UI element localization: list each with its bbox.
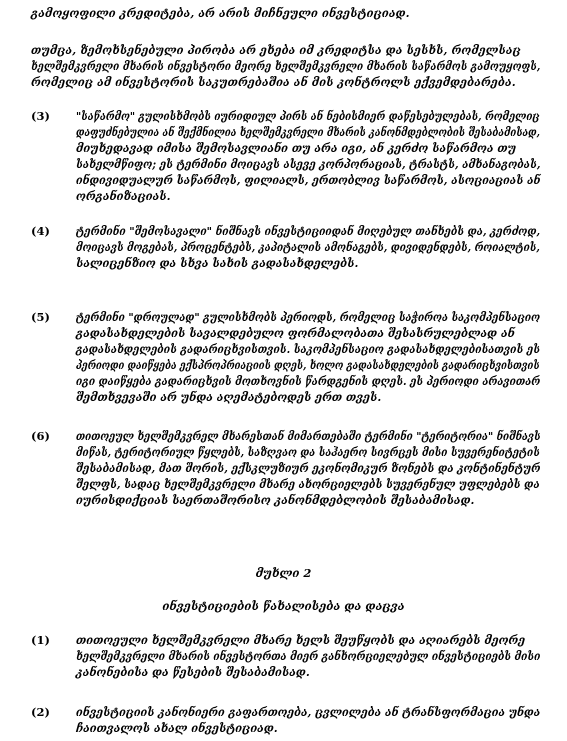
intro-first-line: გამოყოფილი კრედიტება, არ არის მიჩნეული ინვესტიციად.	[31, 6, 410, 20]
item-number: (5)	[31, 310, 50, 324]
item-number: (6)	[31, 429, 50, 443]
item-text-line: ორგანიზაციას.	[76, 189, 171, 203]
item-text-line: იურისდიქციას საერთაშორისო კანონმდებლობის შესაბამისად.	[76, 493, 475, 507]
intro-paragraph-line: ხელშემკვრელი მხარის ინვესტორი მეორე ხელშემკვრელი მხარის საწარმოს გამოუყოფს,	[31, 59, 541, 73]
item-text-line: თითოეული ხელშემკვრელი მხარე ხელს შეუწყობს და აღიარებს მეორე	[76, 633, 526, 647]
article-subheading: ინვესტიციების წახალისება და დაცვა	[162, 599, 405, 613]
item-text-line: იგი დაიწყება გადარიცხვის მოთხოვნის წარდგენის დღეს. ეს პერიოდი არავითარ	[76, 374, 541, 388]
item-text-line: სალიცენზიო და სხვა სახის გადასახდელებს.	[76, 256, 359, 270]
item-text-line: ტერმინი "დროულად" გულისხმობს პერიოდს, რომელიც საჭიროა საკომპენსაციო	[76, 310, 541, 324]
item-text-line: პერიოდი დაიწყება ექსპროპრიაციის დღეს, ხოლო გადასახდელების გადარიცხვისთვის	[76, 358, 540, 372]
intro-paragraph-line: თუმცა, ზემოხსენებული პირობა არ ეხება იმ კრედიტსა და სესხს, რომელსაც	[31, 43, 521, 57]
article-heading: მუხლი 2	[255, 566, 312, 580]
item-text-line: დაფუძნებულია ან შექმნილია ხელშემკვრელი მხარის კანონმდებლობის შესაბამისად,	[76, 125, 540, 139]
item-number: (3)	[31, 109, 50, 123]
item-text-line: "საწარმო" გულისხმობს იურიდიულ პირს ან ნებისმიერ დაწესებულებას, რომელიც	[76, 109, 540, 123]
item-text-line: ხელშემკვრელი მხარის ინვესტორთა მიერ განხორციელებულ ინვესტიციებს მისი	[76, 649, 541, 663]
intro-paragraph-line: რომელიც ამ ინვესტორის საკუთრებაშია ან მის კონტროლს ექვემდებარება.	[31, 75, 516, 89]
item-text-line: ინვესტიციის კანონიერი გაფართოება, ცვლილება ან ტრანსფორმაცია უნდა	[76, 705, 541, 719]
item-text-line: შელფს, სადაც ხელშემკვრელი მხარე ახორციელებს სუვერენულ უფლებებს და	[76, 477, 540, 491]
item-text-line: გადასახდელების სავალდებულო ფორმალობათა შესასრულებლად ან	[76, 326, 515, 340]
item-text-line: ჩაითვალოს ახალ ინვესტიციად.	[76, 721, 278, 735]
item-text-line: თითოეულ ხელშემკვრელ მხარესთან მიმართებაში ტერმინი "ტერიტორია" ნიშნავს	[76, 429, 541, 443]
item-text-line: მიუხედავად იმისა შემოსავლიანი თუ არა იგი, ან კერძო საწარმოა თუ	[76, 141, 517, 155]
item-number: (2)	[31, 705, 50, 719]
item-number: (4)	[31, 224, 50, 238]
item-text-line: მოიცავს მოგებას, პროცენტებს, კაპიტალის ამონაგებს, დივიდენდებს, როიალტის,	[76, 240, 540, 254]
item-text-line: შესაბამისად, მათ შორის, ექსკლუზიურ ეკონომიკურ ზონებს და კონტინენტურ	[76, 461, 541, 475]
item-text-line: შემთხვევაში არ უნდა აღემატებოდეს ერთ თვეს.	[76, 390, 382, 404]
item-text-line: გადასახდელების გადარიცხვისთვის. საკომპენსაციო გადასახდელებისათვის ეს	[76, 342, 540, 356]
item-text-line: ტერმინი "შემოსავალი" ნიშნავს ინვესტიციიდან მიღებულ თანხებს და, კერძოდ,	[76, 224, 541, 238]
item-text-line: ინდივიდუალურ საწარმოს, ფილიალს, ერთობლივ საწარმოს, ასოციაციას ან	[76, 173, 541, 187]
item-text-line: სახელმწიფო; ეს ტერმინი მოიცავს ასევე კორპორაციას, ტრასტს, ამხანაგობას,	[76, 157, 541, 171]
item-text-line: კანონებისა და წესების შესაბამისად.	[76, 665, 310, 679]
item-text-line: მიწას, ტერიტორიულ წყლებს, საზღვაო და საჰაერო სივრცეს მისი სუვერენიტეტის	[76, 445, 540, 459]
item-number: (1)	[31, 633, 50, 647]
